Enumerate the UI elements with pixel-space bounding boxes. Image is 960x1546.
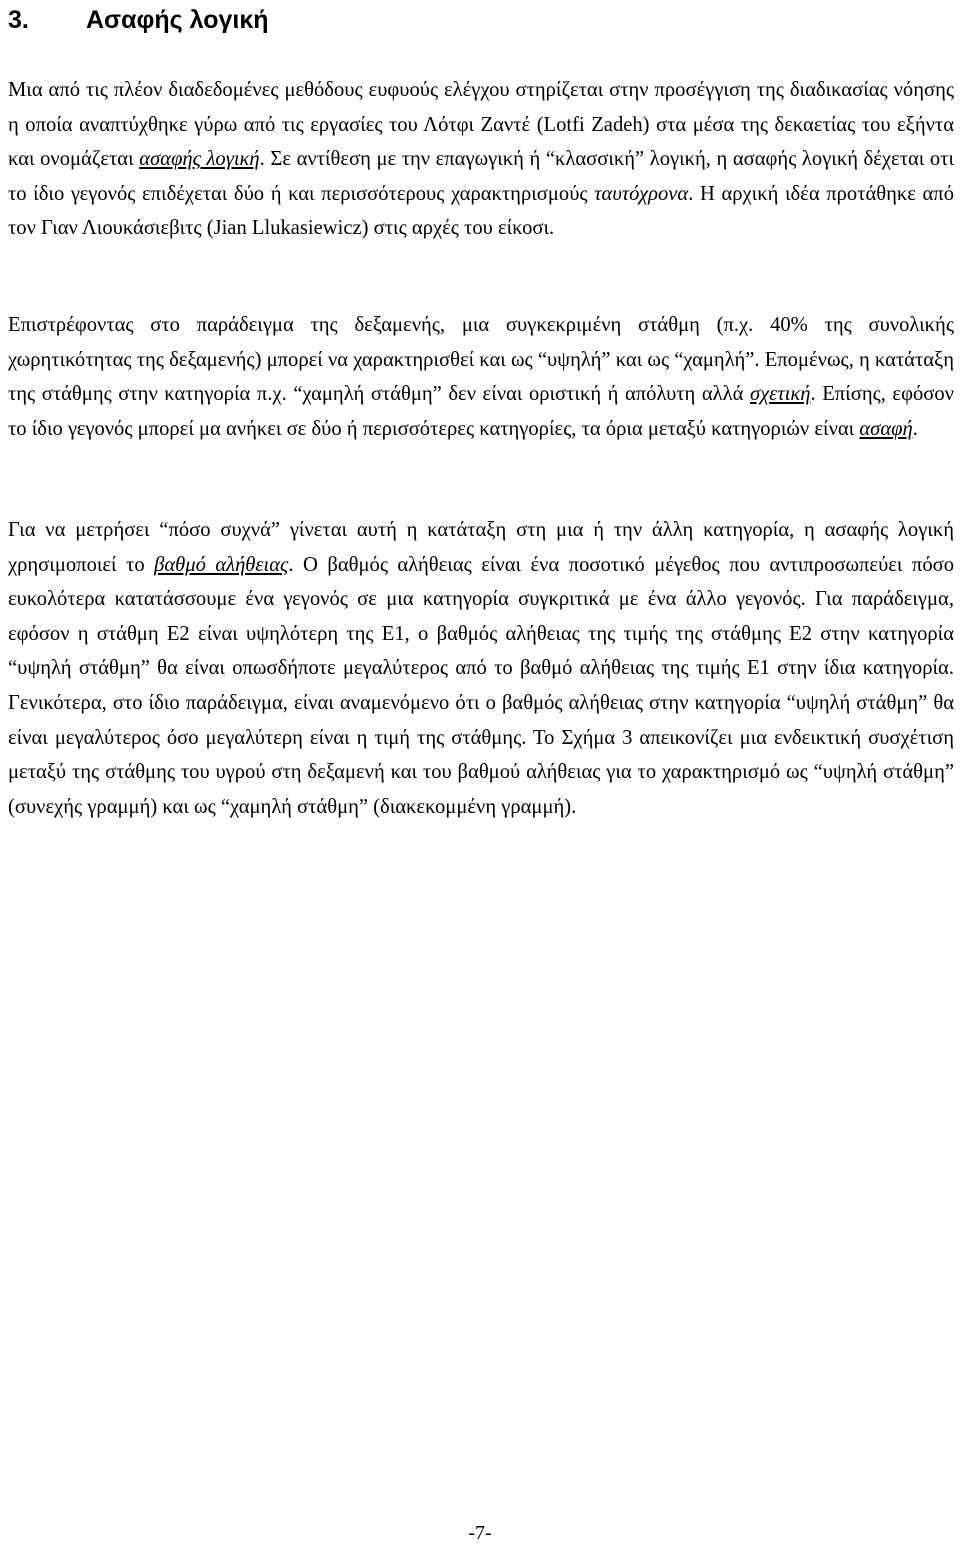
paragraph-text: Μια από τις πλέον διαδεδομένες μεθόδους ευφυούς ελέγχου στηρίζεται στην προσέγγιση της διαδικασίας νόησης η οποία αναπτύχθηκε γύρω από τις εργασίες του Λότφι Ζαντέ (Lotfi Zadeh) στα μέσα της δεκαετίας του εξήντα και ονομάζεται	[8, 79, 954, 171]
term-relative: σχετική	[749, 383, 811, 406]
document-page	[8, 0, 955, 818]
page-number: -7-	[468, 1522, 492, 1544]
paragraph-intro	[8, 73, 954, 246]
section-title: Ασαφής λογική	[86, 6, 269, 34]
section-number: 3.	[8, 6, 29, 34]
paragraph-text: .	[912, 417, 918, 440]
section-heading	[8, 0, 954, 39]
paragraph-text: . Ο βαθμός αλήθειας είναι ένα ποσοτικό μέγεθος που αντιπροσωπεύει πόσο ευκολότερα κατατάσσουμε ένα γεγονός σε μια κατηγορία συγκριτικά με ένα άλλο γεγονός. Για παράδειγμα, εφόσον η στάθμη Ε2 είναι υψηλότερη της Ε1, ο βαθμός αλήθειας της τιμής της στάθμης Ε2 στην κατηγορία “υψηλή στάθμη” θα είναι οπωσδήποτε μεγαλύτερος από το βαθμό αλήθειας της τιμής Ε1 στην ίδια κατηγορία. Γενικότερα, στο ίδιο παράδειγμα, είναι αναμενόμενο ότι ο βαθμός αλήθειας στην κατηγορία “υψηλή στάθμη” θα είναι μεγαλύτερος όσο μεγαλύτερη είναι η τιμή της στάθμης. Το Σχήμα 3 απεικονίζει μια ενδεικτική συσχέτιση μεταξύ της στάθμης του υγρού στη δεξαμενή και του βαθμού αλήθειας για το χαρακτηρισμό ως “υψηλή στάθμη” (συνεχής γραμμή) και ως “χαμηλή στάθμη” (διακεκομμένη γραμμή).	[8, 553, 955, 818]
paragraph-text: Για να μετρήσει “πόσο συχνά” γίνεται αυτή η κατάταξη στη μια ή την άλλη κατηγορία, η ασαφής λογική χρησιμοποιεί το	[8, 519, 954, 576]
term-degree-of-truth: βαθμό αλήθειας	[154, 553, 289, 576]
paragraph-degree-of-truth	[8, 513, 954, 824]
paragraph-text: . Η αρχική ιδέα προτάθηκε από τον Γιαν Λιουκάσιεβιτς (Jian Llukasiewicz) στις αρχές του είκοσι.	[8, 182, 954, 240]
paragraph-tank-example	[8, 308, 954, 446]
term-fuzzy: ασαφή	[859, 417, 913, 440]
term-fuzzy-logic: ασαφής λογική	[139, 148, 260, 171]
paragraph-text: Επιστρέφοντας στο παράδειγμα της δεξαμενής, μια συγκεκριμένη στάθμη (π.χ. 40% της συνολικής χωρητικότητας της δεξαμενής) μπορεί να χαρακτηρισθεί και ως “υψηλή” και ως “χαμηλή”. Επομένως, η κατάταξη της στάθμης στην κατηγορία π.χ. “χαμηλή στάθμη” δεν είναι οριστική ή απόλυτη αλλά	[8, 314, 954, 406]
paragraph-text: . Επίσης, εφόσον το ίδιο γεγονός μπορεί μα ανήκει σε δύο ή περισσότερες κατηγορίες, τα όρια μεταξύ κατηγοριών είναι	[8, 383, 954, 440]
emphasis-simultaneously: ταυτόχρονα	[594, 182, 689, 205]
paragraph-text: . Σε αντίθεση με την επαγωγική ή “κλασσική” λογική, η ασαφής λογική δέχεται οτι το ίδιο γεγονός επιδέχεται δύο ή και περισσότερους χαρακτηρισμούς	[8, 148, 954, 205]
